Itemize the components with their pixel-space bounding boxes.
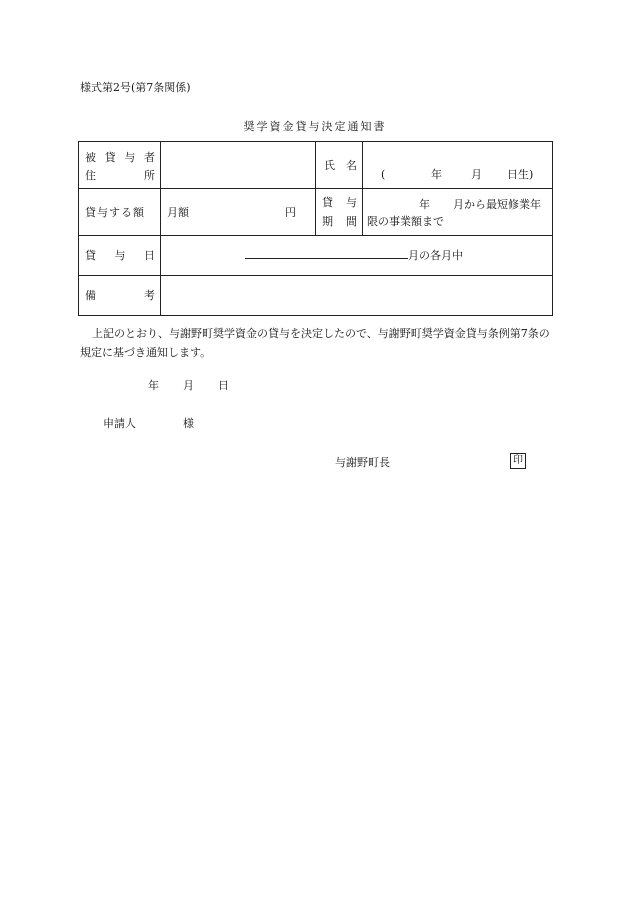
borrower-label: 被 貸 与 者	[85, 151, 155, 164]
birth-paren-open: (	[381, 168, 386, 181]
applicant-label: 申請人	[103, 417, 136, 430]
borrower-address-value	[161, 142, 316, 189]
address-label: 住 所	[85, 169, 155, 182]
period-value	[363, 189, 553, 236]
remarks-value	[161, 276, 553, 316]
signer-name: 与謝野町長	[335, 456, 390, 469]
amount-value	[161, 189, 316, 236]
loan-date-label: 貸 与 日	[85, 249, 155, 262]
amount-label-cell	[79, 189, 161, 236]
period-label-cell	[316, 189, 363, 236]
applicant-line	[103, 418, 194, 429]
name-label: 氏 名	[324, 159, 357, 172]
form-number: 様式第2号(第7条関係)	[80, 81, 191, 94]
date-year-label: 年	[148, 379, 159, 392]
applicant-suffix: 様	[183, 417, 194, 430]
name-label-cell	[316, 142, 363, 189]
yen-label: 円	[285, 206, 296, 219]
borrower-address-label-cell	[79, 142, 161, 189]
birth-day-label: 日生)	[507, 168, 534, 181]
loan-decision-table	[78, 141, 553, 316]
period-text-line-2: 限の事業額まで	[367, 215, 444, 228]
period-text-line-1: 月から最短修業年	[453, 198, 541, 211]
period-label-top: 貸 与	[322, 196, 357, 209]
loan-date-label-cell	[79, 236, 161, 276]
document-title: 奨学資金貸与決定通知書	[243, 120, 387, 133]
notice-body-text: 上記のとおり、与謝野町奨学資金の貸与を決定したので、与謝野町奨学資金貸与条例第7条の規定に基づき通知します。	[80, 327, 550, 359]
loan-date-text: 月の各月中	[408, 249, 463, 262]
birth-year-label: 年	[431, 168, 442, 181]
seal-mark: 印	[510, 453, 526, 469]
period-label-bottom: 期 間	[322, 215, 357, 228]
date-month-label: 月	[183, 379, 194, 392]
period-year-label: 年	[419, 198, 430, 211]
name-birthdate-value	[363, 142, 553, 189]
loan-date-value	[161, 236, 553, 276]
remarks-label: 備 考	[85, 289, 155, 302]
notice-date	[148, 380, 229, 391]
loan-date-blank-line	[245, 258, 408, 259]
amount-label: 貸与する額	[85, 206, 145, 219]
birth-month-label: 月	[471, 168, 482, 181]
date-day-label: 日	[218, 379, 229, 392]
remarks-label-cell	[79, 276, 161, 316]
monthly-label: 月額	[167, 206, 189, 219]
